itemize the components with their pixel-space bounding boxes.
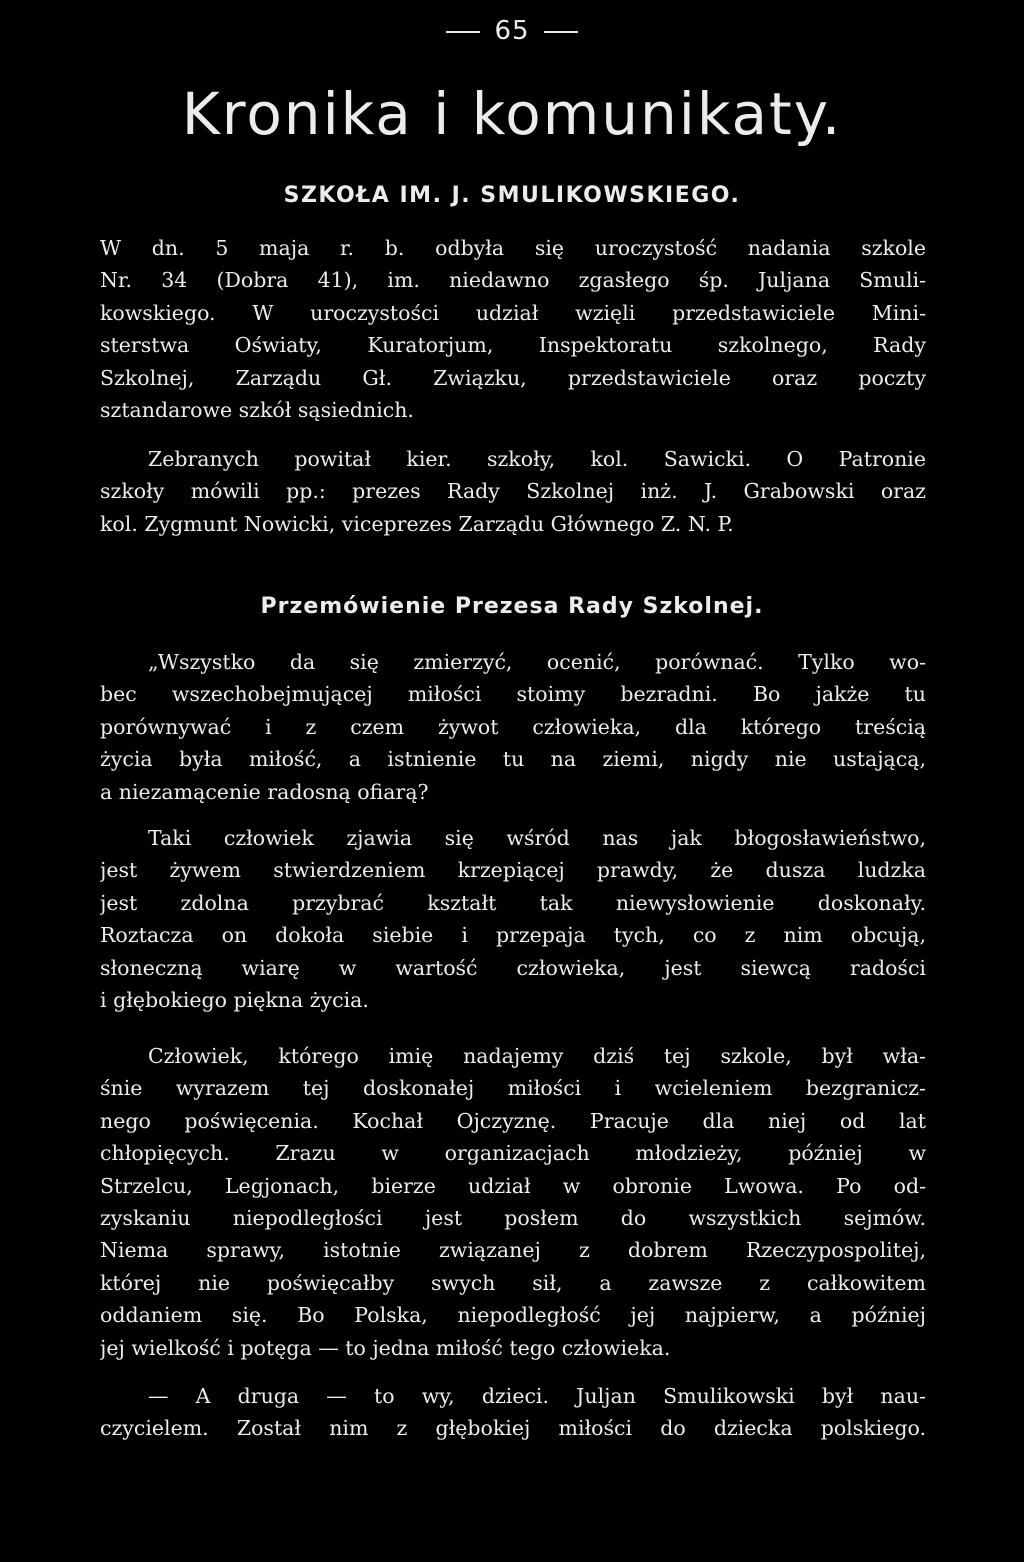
text-line: oddaniem się. Bo Polska, niepodległość jej najpierw, a później: [100, 1303, 926, 1328]
text-line: kowskiego. W uroczystości udział wzięli przedstawiciele Mini-: [100, 300, 926, 325]
text-line: szkoły mówili pp.: prezes Rady Szkolnej inż. J. Grabowski oraz: [100, 479, 926, 504]
text-line: Taki człowiek zjawia się wśród nas jak błogosławieństwo,: [148, 826, 926, 850]
text-line: czycielem. Został nim z głębokiej miłości do dziecka polskiego.: [100, 1416, 926, 1441]
text-line: życia była miłość, a istnienie tu na ziemi, nigdy nie ustającą,: [100, 747, 926, 772]
text-line: Niema sprawy, istotnie związanej z dobrem Rzeczypospolitej,: [100, 1238, 926, 1263]
text-line: Człowiek, którego imię nadajemy dziś tej szkole, był wła-: [148, 1044, 926, 1068]
text-line: której nie poświęcałby swych sił, a zawsze z całkowitem: [100, 1270, 926, 1295]
text-line: i głębokiego piękna życia.: [100, 987, 369, 1012]
text-line: jest zdolna przybrać kształt tak niewysłowienie doskonały.: [100, 890, 926, 915]
page-title: Kronika i komunikaty.: [181, 80, 843, 148]
text-line: jej wielkość i potęga — to jedna miłość tego człowieka.: [100, 1335, 671, 1360]
text-line: W dn. 5 maja r. b. odbyła się uroczystość nadania szkole: [100, 236, 926, 260]
text-line: jest żywem stwierdzeniem krzepiącej prawdy, że dusza ludzka: [100, 858, 926, 883]
text-line: sztandarowe szkół sąsiednich.: [100, 397, 414, 422]
page-number: [0, 16, 1024, 46]
section-heading-speech: Przemówienie Prezesa Rady Szkolnej.: [260, 594, 764, 619]
text-line: chłopięcych. Zrazu w organizacjach młodzieży, później w: [100, 1141, 926, 1166]
text-line: Szkolnej, Zarządu Gł. Związku, przedstawiciele oraz poczty: [100, 365, 926, 390]
text-line: sterstwa Oświaty, Kuratorjum, Inspektoratu szkolnego, Rady: [100, 333, 926, 358]
paragraph-speech-patron: [100, 1040, 926, 1364]
text-line: porównywać i z czem żywot człowieka, dla którego treścią: [100, 714, 926, 739]
text-line: nego poświęcenia. Kochał Ojczyznę. Pracuje dla niej od lat: [100, 1108, 926, 1133]
text-line: zyskaniu niepodległości jest posłem do wszystkich sejmów.: [100, 1205, 926, 1230]
paragraph-speech-intro: [100, 646, 926, 808]
text-line: Roztacza on dokoła siebie i przepaja tych, co z nim obcują,: [100, 923, 926, 948]
paragraph-speech-teacher: [100, 1380, 926, 1445]
text-line: słoneczną wiarę w wartość człowieka, jest siewcą radości: [100, 955, 926, 980]
paragraph-ceremony: [100, 232, 926, 426]
text-line: a niezamącenie radosną ofiarą?: [100, 779, 429, 804]
text-line: Zebranych powitał kier. szkoły, kol. Sawicki. O Patronie: [148, 447, 926, 471]
text-line: Strzelcu, Legjonach, bierze udział w obronie Lwowa. Po od-: [100, 1173, 926, 1198]
page-number-value: 65: [494, 16, 530, 46]
page-number-dash-left: [446, 31, 480, 33]
text-line: „Wszystko da się zmierzyć, ocenić, porównać. Tylko wo-: [148, 650, 926, 674]
page-number-dash-right: [544, 31, 578, 33]
text-line: kol. Zygmunt Nowicki, viceprezes Zarządu Głównego Z. N. P.: [100, 511, 734, 536]
text-line: bec wszechobejmującej miłości stoimy bezradni. Bo jakże tu: [100, 682, 926, 707]
text-line: Nr. 34 (Dobra 41), im. niedawno zgasłego śp. Juljana Smuli-: [100, 268, 926, 293]
section-heading-school: SZKOŁA IM. J. SMULIKOWSKIEGO.: [283, 183, 741, 208]
paragraph-speech-blessing: [100, 822, 926, 1016]
text-line: śnie wyrazem tej doskonałej miłości i wcieleniem bezgranicz-: [100, 1076, 926, 1101]
text-line: — A druga — to wy, dzieci. Juljan Smulikowski był nau-: [148, 1384, 926, 1408]
paragraph-speakers: [100, 443, 926, 540]
